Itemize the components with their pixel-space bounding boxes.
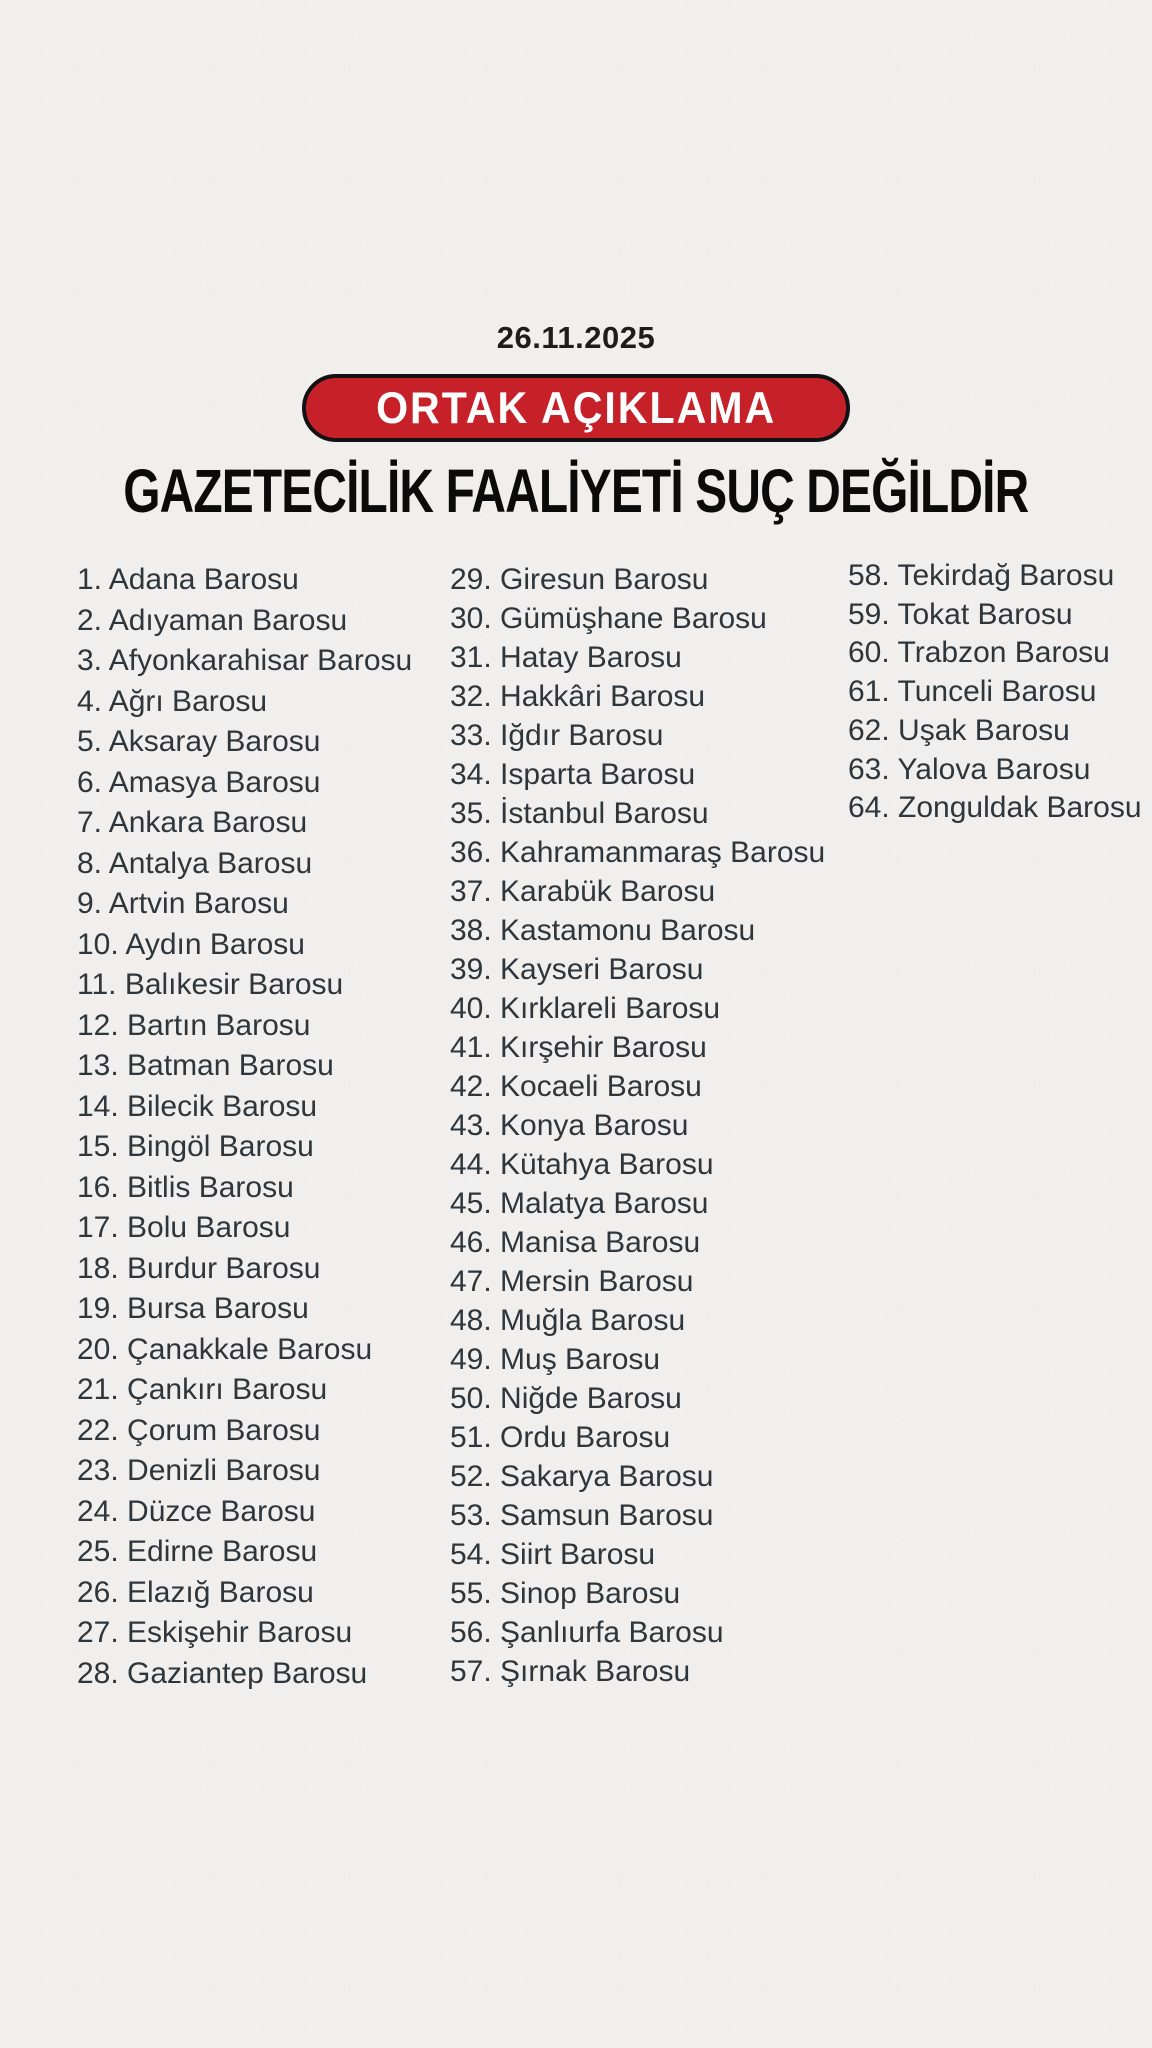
bar-list-column-1 — [77, 560, 412, 1694]
list-item: 19. Bursa Barosu — [77, 1292, 309, 1325]
list-item: 10. Aydın Barosu — [77, 927, 305, 961]
list-item: 50. Niğde Barosu — [450, 1382, 682, 1415]
list-item: 22. Çorum Barosu — [77, 1413, 321, 1447]
headline-text: GAZETECİLİK FAALİYETİ SUÇ DEĞİLDİR — [123, 457, 1029, 527]
list-item: 20. Çanakkale Barosu — [77, 1332, 373, 1366]
list-item: 3. Afyonkarahisar Barosu — [77, 644, 413, 677]
statement-badge-label: ORTAK AÇIKLAMA — [375, 382, 777, 433]
list-item: 53. Samsun Barosu — [450, 1499, 714, 1532]
list-item: 2. Adıyaman Barosu — [77, 603, 348, 637]
list-item: 28. Gaziantep Barosu — [77, 1656, 368, 1690]
list-item: 42. Kocaeli Barosu — [450, 1070, 702, 1103]
list-item: 61. Tunceli Barosu — [848, 675, 1097, 709]
list-item: 4. Ağrı Barosu — [77, 684, 268, 718]
list-item: 45. Malatya Barosu — [450, 1187, 709, 1220]
list-item: 44. Kütahya Barosu — [450, 1148, 714, 1181]
list-item: 60. Trabzon Barosu — [848, 636, 1110, 670]
list-item: 16. Bitlis Barosu — [77, 1170, 294, 1204]
list-item: 57. Şırnak Barosu — [450, 1655, 691, 1688]
list-item: 1. Adana Barosu — [77, 563, 299, 596]
list-item: 43. Konya Barosu — [450, 1109, 689, 1142]
list-item: 40. Kırklareli Barosu — [450, 992, 721, 1025]
list-item: 49. Muş Barosu — [450, 1343, 661, 1376]
list-item: 63. Yalova Barosu — [848, 752, 1091, 786]
list-item: 58. Tekirdağ Barosu — [848, 559, 1115, 592]
headline — [0, 456, 1152, 527]
list-item: 52. Sakarya Barosu — [450, 1460, 714, 1493]
list-item: 41. Kırşehir Barosu — [450, 1031, 707, 1064]
list-item: 17. Bolu Barosu — [77, 1211, 291, 1244]
list-item: 8. Antalya Barosu — [77, 846, 313, 880]
list-item: 25. Edirne Barosu — [77, 1535, 318, 1568]
list-item: 32. Hakkâri Barosu — [450, 680, 706, 713]
list-item: 7. Ankara Barosu — [77, 806, 308, 839]
list-item: 27. Eskişehir Barosu — [77, 1616, 353, 1649]
list-item: 62. Uşak Barosu — [848, 713, 1070, 747]
date-text: 26.11.2025 — [496, 320, 656, 355]
list-item: 23. Denizli Barosu — [77, 1454, 321, 1487]
list-item: 5. Aksaray Barosu — [77, 725, 321, 758]
list-item: 36. Kahramanmaraş Barosu — [450, 836, 826, 869]
list-item: 39. Kayseri Barosu — [450, 953, 704, 986]
bar-list-column-3 — [848, 557, 1142, 828]
list-item: 9. Artvin Barosu — [77, 887, 289, 920]
list-item: 38. Kastamonu Barosu — [450, 914, 756, 947]
list-item: 59. Tokat Barosu — [848, 597, 1073, 631]
bar-list-column-2 — [450, 560, 825, 1691]
list-item: 26. Elazığ Barosu — [77, 1575, 314, 1609]
list-item: 47. Mersin Barosu — [450, 1265, 694, 1298]
list-item: 21. Çankırı Barosu — [77, 1373, 328, 1406]
list-item: 18. Burdur Barosu — [77, 1251, 321, 1285]
statement-badge — [302, 374, 850, 442]
list-item: 12. Bartın Barosu — [77, 1008, 311, 1042]
list-item: 6. Amasya Barosu — [77, 765, 321, 799]
list-item: 34. Isparta Barosu — [450, 758, 696, 791]
list-item: 14. Bilecik Barosu — [77, 1089, 318, 1123]
list-item: 48. Muğla Barosu — [450, 1304, 686, 1337]
list-item: 13. Batman Barosu — [77, 1049, 334, 1082]
list-item: 11. Balıkesir Barosu — [77, 968, 344, 1001]
list-item: 33. Iğdır Barosu — [450, 719, 664, 752]
list-item: 51. Ordu Barosu — [450, 1421, 671, 1454]
list-item: 55. Sinop Barosu — [450, 1577, 681, 1610]
list-item: 56. Şanlıurfa Barosu — [450, 1616, 724, 1649]
list-item: 29. Giresun Barosu — [450, 563, 709, 596]
list-item: 31. Hatay Barosu — [450, 641, 682, 674]
list-item: 37. Karabük Barosu — [450, 875, 716, 908]
list-item: 46. Manisa Barosu — [450, 1226, 701, 1259]
list-item: 54. Siirt Barosu — [450, 1538, 656, 1571]
list-item: 30. Gümüşhane Barosu — [450, 602, 767, 635]
list-item: 35. İstanbul Barosu — [450, 797, 709, 830]
list-item: 15. Bingöl Barosu — [77, 1130, 314, 1163]
list-item: 24. Düzce Barosu — [77, 1494, 316, 1528]
list-item: 64. Zonguldak Barosu — [848, 791, 1142, 825]
